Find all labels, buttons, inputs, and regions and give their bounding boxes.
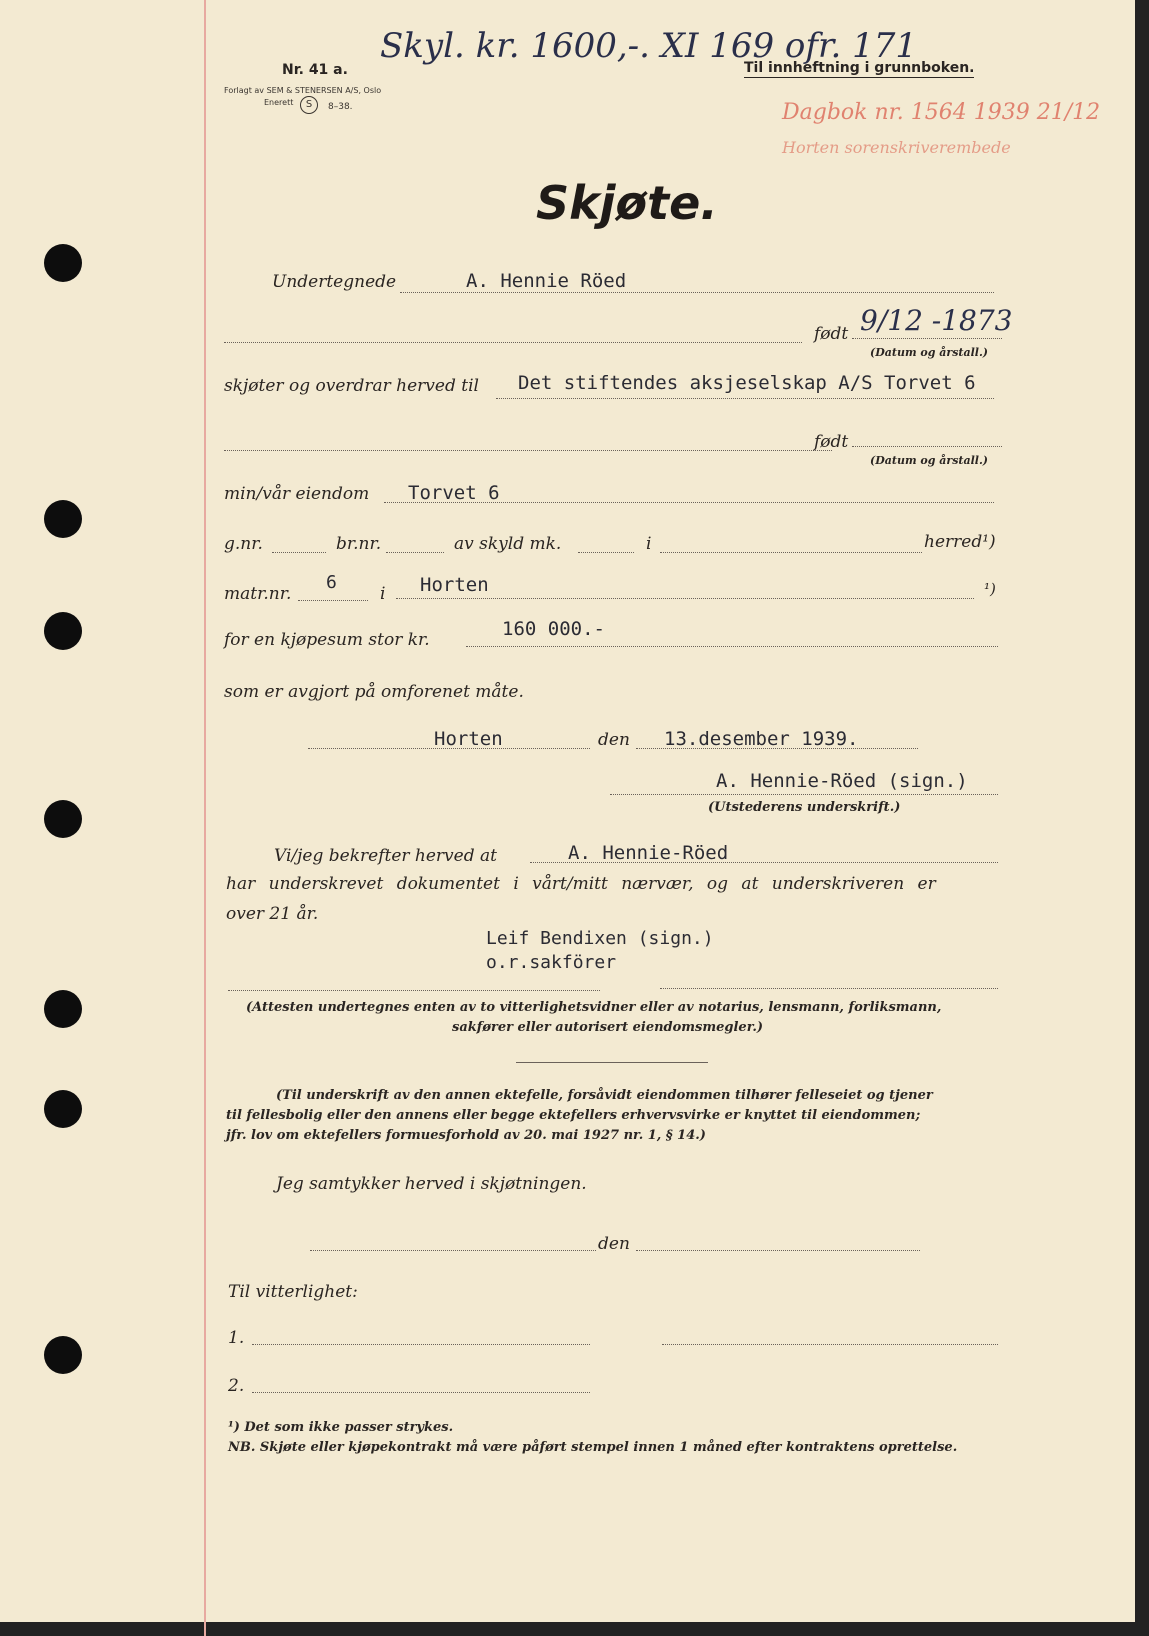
margin-rule <box>204 0 206 1636</box>
i-label: i <box>646 534 652 554</box>
fill-line <box>252 1344 590 1345</box>
fill-line <box>496 398 994 399</box>
fill-line <box>466 646 998 647</box>
page-title: Skjøte. <box>536 176 718 230</box>
matr-value: 6 <box>326 572 337 593</box>
fill-line <box>610 794 998 795</box>
binding-note: Til innheftning i grunnboken. <box>744 60 975 76</box>
fill-line <box>272 552 326 553</box>
den-label: den <box>598 1234 630 1254</box>
spouse-note: (Til underskrift av den annen ektefelle, forsåvidt eiendommen tilhører felleseiet og tjener <box>276 1088 933 1103</box>
fill-line <box>660 988 998 989</box>
fodt-label: født <box>814 324 849 344</box>
punch-hole <box>44 1336 82 1374</box>
attestation-line: har underskrevet dokumentet i vårt/mitt nærvær, og at underskriveren er <box>226 874 936 894</box>
fill-line <box>852 446 1002 447</box>
datum-note: (Datum og årstall.) <box>870 346 988 359</box>
divider <box>516 1062 708 1063</box>
brnr-label: br.nr. <box>336 534 382 554</box>
datum-note: (Datum og årstall.) <box>870 454 988 467</box>
fill-line <box>224 342 802 343</box>
herred-label: herred¹) <box>924 532 996 552</box>
signing-date: 13.desember 1939. <box>664 728 859 750</box>
fill-line <box>636 1250 920 1251</box>
witness-heading: Til vitterlighet: <box>228 1282 358 1302</box>
witness-one: 1. <box>228 1328 245 1348</box>
kjopesum-label: for en kjøpesum stor kr. <box>224 630 430 650</box>
punch-hole <box>44 244 82 282</box>
skjoter-value: Det stiftendes aksjeselskap A/S Torvet 6 <box>518 372 976 394</box>
fill-line <box>400 292 994 293</box>
den-label: den <box>598 730 630 750</box>
spouse-note: til fellesbolig eller den annens eller begge ektefellers erhvervsvirke er knyttet til eiendommen; <box>226 1108 921 1123</box>
signature-caption: (Utstederens underskrift.) <box>708 800 901 815</box>
skyld-label: av skyld mk. <box>454 534 562 554</box>
fill-line <box>660 552 922 553</box>
handwritten-annotation: Skyl. kr. 1600,-. XI 169 ofr. 171 <box>380 26 917 66</box>
undertegnede-label: Undertegnede <box>272 272 397 292</box>
fill-line <box>310 1250 596 1251</box>
publisher-date: 8–38. <box>328 102 353 112</box>
witness-name: Leif Bendixen (sign.) <box>486 928 714 949</box>
punch-hole <box>44 612 82 650</box>
registry-stamp-office: Horten sorenskriverembede <box>782 138 1011 157</box>
witness-title: o.r.sakförer <box>486 952 617 973</box>
punch-hole <box>44 800 82 838</box>
avgjort-text: som er avgjort på omforenet måte. <box>224 682 524 702</box>
fill-line <box>396 598 974 599</box>
skjoter-label: skjøter og overdrar herved til <box>224 376 479 396</box>
fill-line <box>662 1344 998 1345</box>
eiendom-value: Torvet 6 <box>408 482 500 504</box>
fill-line <box>298 600 368 601</box>
publisher-line: Forlagt av SEM & STENERSEN A/S, Oslo <box>224 86 382 95</box>
eiendom-label: min/vår eiendom <box>224 484 370 504</box>
fill-line <box>224 450 832 451</box>
fill-line <box>386 552 444 553</box>
fill-line <box>852 338 1002 339</box>
registry-stamp: Dagbok nr. 1564 1939 21/12 <box>782 100 1101 125</box>
bekrefter-label: Vi/jeg bekrefter herved at <box>274 846 497 866</box>
form-number: Nr. 41 a. <box>282 62 348 78</box>
fill-line <box>578 552 634 553</box>
attestation-note: (Attesten undertegnes enten av to vitterlighetsvidner eller av notarius, lensmann, forliksmann, <box>246 1000 942 1015</box>
punch-hole <box>44 990 82 1028</box>
kjopesum-value: 160 000.- <box>502 618 605 640</box>
fill-line <box>252 1392 590 1393</box>
bekrefter-value: A. Hennie-Röed <box>568 842 729 864</box>
attestation-line: over 21 år. <box>226 904 319 924</box>
matr-i: i <box>380 584 386 604</box>
matr-place: Horten <box>420 574 489 596</box>
gnr-label: g.nr. <box>224 534 263 554</box>
signature: A. Hennie-Röed (sign.) <box>716 770 968 792</box>
punch-hole <box>44 500 82 538</box>
fodt2-label: født <box>814 432 849 452</box>
witness-two: 2. <box>228 1376 245 1396</box>
samtykker-text: Jeg samtykker herved i skjøtningen. <box>276 1174 587 1194</box>
punch-hole <box>44 1090 82 1128</box>
publisher-line: Enerett <box>264 98 294 107</box>
fodt-value: 9/12 -1873 <box>860 304 1013 337</box>
footnote: ¹) Det som ikke passer strykes. <box>228 1420 454 1435</box>
attestation-note: sakfører eller autorisert eiendomsmegler.) <box>452 1020 764 1035</box>
matr-label: matr.nr. <box>224 584 292 604</box>
matr-note: ¹) <box>984 580 996 598</box>
footnote: NB. Skjøte eller kjøpekontrakt må være påført stempel innen 1 måned efter kontraktens oprettelse. <box>228 1440 958 1455</box>
undertegnede-value: A. Hennie Röed <box>466 270 627 292</box>
signing-place: Horten <box>434 728 503 750</box>
spouse-note: jfr. lov om ektefellers formuesforhold av 20. mai 1927 nr. 1, § 14.) <box>226 1128 706 1143</box>
fill-line <box>228 990 600 991</box>
publisher-logo-icon: S <box>300 96 318 114</box>
